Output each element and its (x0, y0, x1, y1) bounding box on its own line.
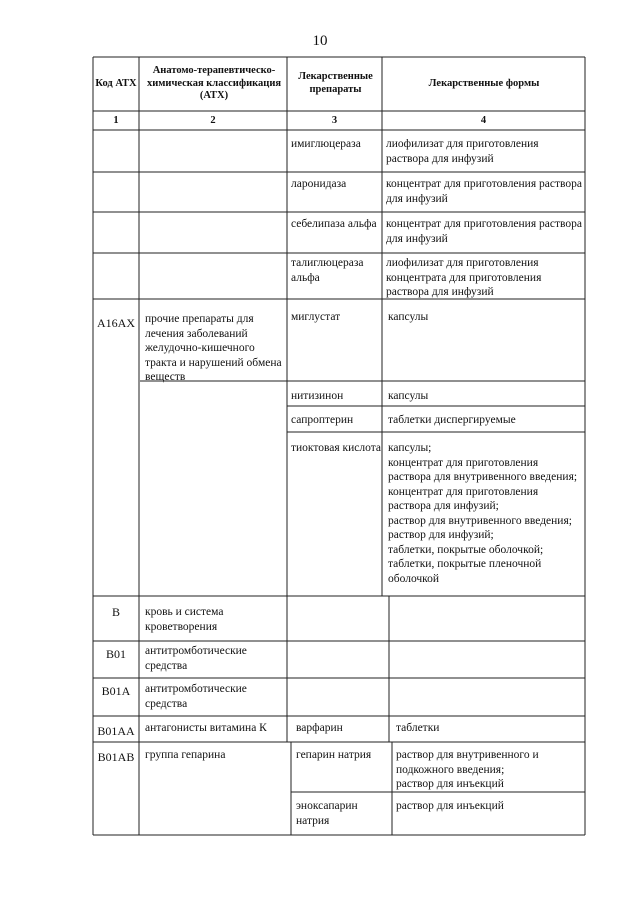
drug-name: эноксапарин натрия (296, 800, 358, 827)
dosage-form: лиофилизат для приготовления концентрата для приготовления раствора для инфузий (386, 257, 542, 298)
atc-class: кровь и система кроветворения (145, 606, 224, 633)
dosage-form: концентрат для приготовления раствора для инфузий (386, 178, 582, 205)
drug-name: варфарин (296, 722, 343, 734)
dosage-form: капсулы (388, 311, 429, 323)
drug-name: тиоктовая кислота (291, 442, 381, 454)
drug-name: имиглюцераза (291, 138, 361, 150)
col-number-4: 4 (480, 115, 487, 126)
drug-name: талиглюцераза альфа (291, 257, 364, 284)
atc-class: группа гепарина (145, 749, 226, 761)
page-number: 10 (312, 33, 328, 49)
atc-code: B (111, 605, 120, 619)
dosage-form: капсулы (388, 390, 429, 402)
col-number-2: 2 (210, 115, 216, 126)
drug-name: себелипаза альфа (291, 218, 377, 230)
dosage-form: таблетки (396, 722, 440, 734)
atc-class: антитромботические средства (145, 683, 247, 710)
col-number-3: 3 (331, 115, 338, 126)
dosage-form: концентрат для приготовления раствора для инфузий (386, 218, 582, 245)
header-drugs: Лекарственные препараты (298, 71, 373, 95)
atc-class: антитромботические средства (145, 645, 247, 672)
drug-name: сапроптерин (291, 414, 354, 426)
dosage-form: капсулы; концентрат для приготовления раствора для внутривенного введения; концентрат для приготовления раствора для инфузий; раствор для внутривенного введения; раствор для инфузий; таблетки, покрытые оболочкой; таблетки, покрытые пленочной оболочкой (388, 442, 578, 585)
atc-code: B01A (101, 684, 131, 698)
col-number-1: 1 (113, 115, 119, 126)
header-class: Анатомо-терапевтическо-химическая классификация (АТХ) (146, 65, 282, 101)
dosage-form: раствор для внутривенного и подкожного введения; раствор для инъекций (396, 749, 539, 790)
drug-name: нитизинон (291, 390, 344, 402)
dosage-form: лиофилизат для приготовления раствора для инфузий (386, 138, 539, 165)
drug-name: гепарин натрия (296, 749, 372, 761)
atc-code: B01AA (97, 724, 135, 738)
atc-class: прочие препараты для лечения заболеваний желудочно-кишечного тракта и нарушений обмена веществ (145, 313, 282, 383)
atc-code: B01 (105, 647, 126, 661)
atc-code: A16AX (97, 316, 135, 330)
drug-name: ларонидаза (291, 178, 347, 190)
dosage-form: раствор для инъекций (396, 800, 504, 812)
atc-code: B01AB (97, 750, 135, 764)
dosage-form: таблетки диспергируемые (388, 414, 516, 426)
header-forms: Лекарственные формы (428, 78, 540, 89)
atc-class: антагонисты витамина К (145, 722, 267, 734)
header-code: Код АТХ (95, 78, 137, 89)
drug-name: миглустат (291, 311, 341, 323)
